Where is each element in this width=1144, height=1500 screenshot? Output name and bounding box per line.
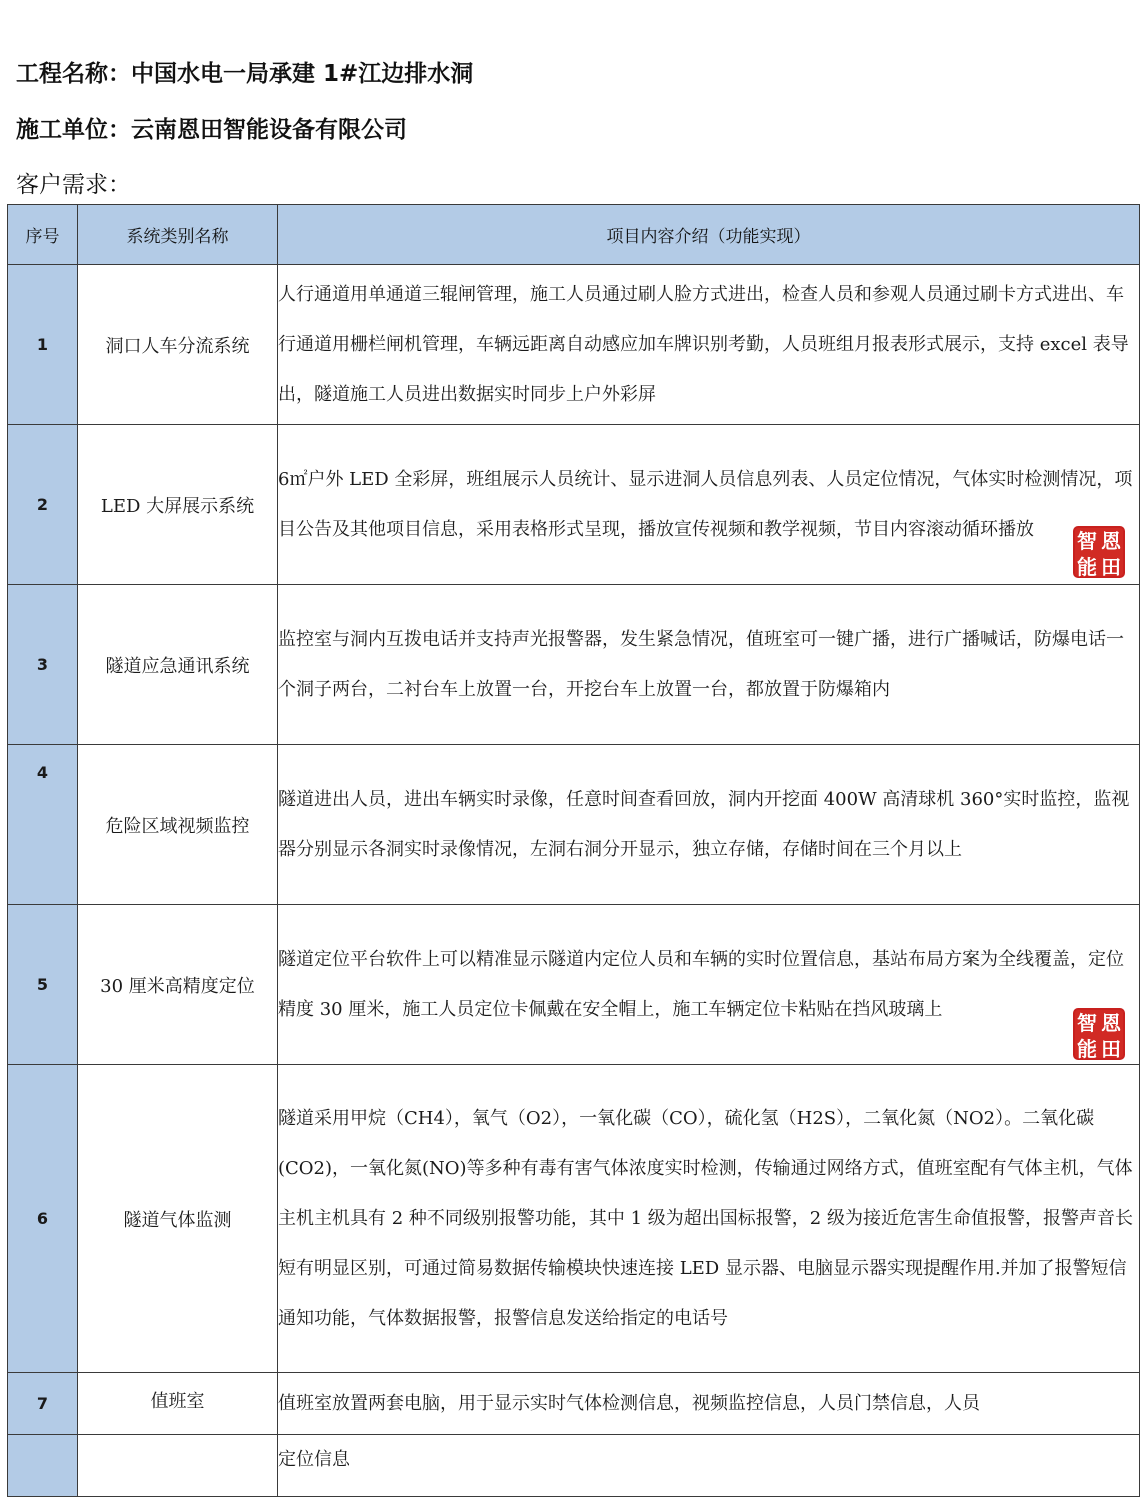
description-text: 值班室放置两套电脑，用于显示实时气体检测信息，视频监控信息，人员门禁信息，人员 bbox=[278, 1392, 980, 1414]
table-row bbox=[8, 745, 1140, 905]
row-number: 3 bbox=[8, 585, 78, 745]
seal-char: 田 bbox=[1101, 1037, 1121, 1061]
project-name-line bbox=[16, 55, 473, 88]
system-category: 洞口人车分流系统 bbox=[78, 265, 278, 425]
system-description bbox=[278, 1435, 1140, 1497]
row-number: 2 bbox=[8, 425, 78, 585]
description-text: 监控室与洞内互拨电话并支持声光报警器，发生紧急情况，值班室可一键广播，进行广播喊话，防爆电话一个洞子两台，二衬台车上放置一台，开挖台车上放置一台，都放置于防爆箱内 bbox=[278, 628, 1124, 700]
column-header-category: 系统类别名称 bbox=[78, 205, 278, 265]
description-text: 定位信息 bbox=[278, 1449, 350, 1470]
row-number: 7 bbox=[8, 1373, 78, 1435]
table-row bbox=[8, 425, 1140, 585]
system-description bbox=[278, 905, 1140, 1065]
table-row bbox=[8, 1435, 1140, 1497]
row-number: 5 bbox=[8, 905, 78, 1065]
seal-char: 能 bbox=[1077, 555, 1097, 579]
row-number bbox=[8, 1435, 78, 1497]
seal-char: 恩 bbox=[1101, 529, 1121, 553]
row-number: 4 bbox=[8, 745, 78, 905]
system-category: 危险区域视频监控 bbox=[78, 745, 278, 905]
row-number: 6 bbox=[8, 1065, 78, 1373]
system-description bbox=[278, 1065, 1140, 1373]
system-category: 隧道气体监测 bbox=[78, 1065, 278, 1373]
construction-unit-line bbox=[16, 111, 407, 144]
seal-char: 能 bbox=[1077, 1037, 1097, 1061]
project-label: 工程名称： bbox=[16, 61, 131, 87]
system-description bbox=[278, 1373, 1140, 1435]
table-row bbox=[8, 585, 1140, 745]
table-row bbox=[8, 265, 1140, 425]
system-description bbox=[278, 265, 1140, 425]
column-header-description: 项目内容介绍（功能实现） bbox=[278, 205, 1140, 265]
description-text: 人行通道用单通道三辊闸管理，施工人员通过刷人脸方式进出，检查人员和参观人员通过刷卡方式进出、车行通道用栅栏闸机管理，车辆远距离自动感应加车牌识别考勤，人员班组月报表形式展示，支持 excel 表导出，隧道施工人员进出数据实时同步上户外彩屏 bbox=[278, 283, 1129, 405]
table-header-row bbox=[8, 205, 1140, 265]
description-text: 隧道采用甲烷（CH4），氧气（O2），一氧化碳（CO），硫化氢（H2S），二氧化氮（NO2）。二氧化碳(CO2)，一氧化氮(NO)等多种有毒有害气体浓度实时检测，传输通过网络方式，值班室配有气体主机，气体主机主机具有 2 种不同级别报警功能，其中 1 级为超出国标报警，2 级为接近危害生命值报警，报警声音长短有明显区别，可通过简易数据传输模块快速连接 LED 显示器、电脑显示器实现提醒作用.并加了报警短信通知功能，气体数据报警，报警信息发送给指定的电话号 bbox=[278, 1107, 1133, 1329]
requirements-table bbox=[7, 204, 1140, 1497]
company-seal-stamp bbox=[1073, 526, 1125, 578]
table-row bbox=[8, 905, 1140, 1065]
system-category: 隧道应急通讯系统 bbox=[78, 585, 278, 745]
description-text: 隧道进出人员，进出车辆实时录像，任意时间查看回放，洞内开挖面 400W 高清球机 360°实时监控，监视器分别显示各洞实时录像情况，左洞右洞分开显示，独立存储，存储时间在三个月以上 bbox=[278, 788, 1130, 860]
table-row bbox=[8, 1373, 1140, 1435]
seal-char: 恩 bbox=[1101, 1011, 1121, 1035]
system-category: LED 大屏展示系统 bbox=[78, 425, 278, 585]
description-text: 隧道定位平台软件上可以精准显示隧道内定位人员和车辆的实时位置信息，基站布局方案为全线覆盖，定位精度 30 厘米，施工人员定位卡佩戴在安全帽上，施工车辆定位卡粘贴在挡风玻璃上 bbox=[278, 948, 1124, 1020]
system-category bbox=[78, 1435, 278, 1497]
column-header-no: 序号 bbox=[8, 205, 78, 265]
unit-name: 云南恩田智能设备有限公司 bbox=[131, 117, 407, 143]
system-description bbox=[278, 585, 1140, 745]
unit-label: 施工单位： bbox=[16, 117, 131, 143]
seal-char: 智 bbox=[1077, 529, 1097, 553]
system-category: 值班室 bbox=[78, 1373, 278, 1435]
row-number: 1 bbox=[8, 265, 78, 425]
system-category: 30 厘米高精度定位 bbox=[78, 905, 278, 1065]
table-row bbox=[8, 1065, 1140, 1373]
requirements-label: 客户需求： bbox=[16, 172, 131, 198]
company-seal-stamp bbox=[1073, 1008, 1125, 1060]
system-description bbox=[278, 745, 1140, 905]
project-name: 中国水电一局承建 1#江边排水洞 bbox=[131, 61, 474, 87]
description-text: 6㎡户外 LED 全彩屏，班组展示人员统计、显示进洞人员信息列表、人员定位情况，气体实时检测情况，项目公告及其他项目信息，采用表格形式呈现，播放宣传视频和教学视频，节目内容滚动循环播放 bbox=[278, 468, 1133, 540]
system-description bbox=[278, 425, 1140, 585]
seal-char: 智 bbox=[1077, 1011, 1097, 1035]
seal-char: 田 bbox=[1101, 555, 1121, 579]
